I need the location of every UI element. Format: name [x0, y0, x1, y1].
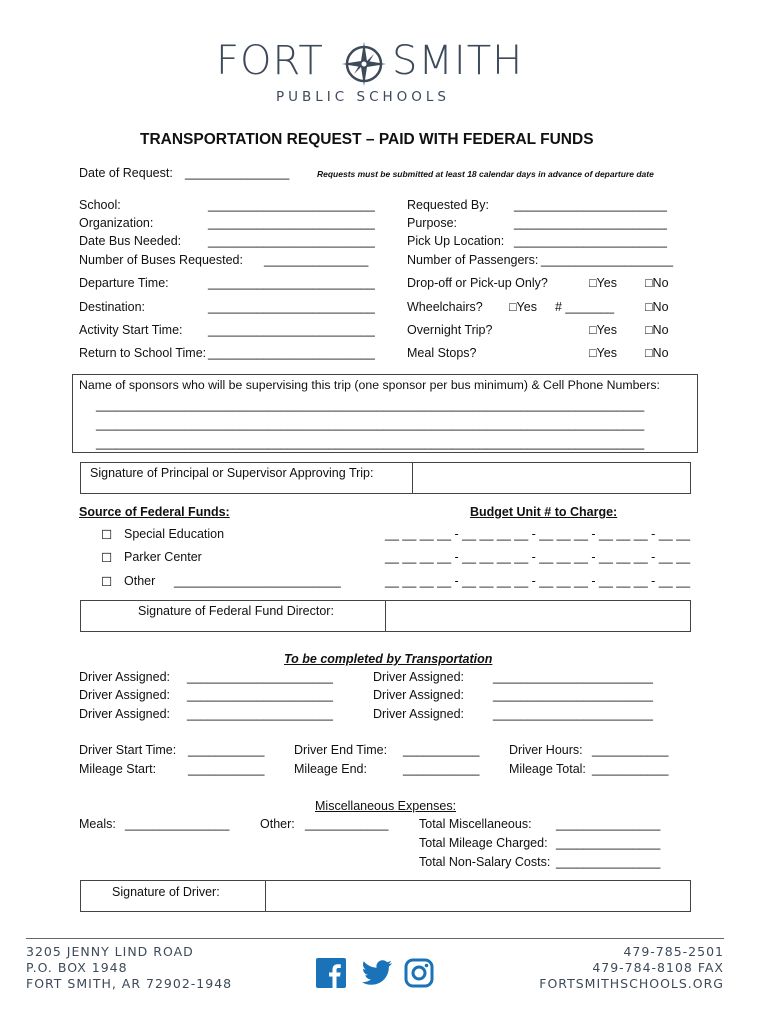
wheelchairs-no-checkbox[interactable]: □No [645, 300, 669, 314]
overnight-label: Overnight Trip? [407, 323, 493, 337]
date-of-request-field[interactable]: _______________ [185, 166, 290, 180]
driver-assigned-field-1[interactable]: _____________________ [187, 670, 333, 684]
return-time-label: Return to School Time: [79, 346, 207, 360]
mileage-total-field[interactable]: ___________ [592, 762, 669, 776]
other-expense-field[interactable]: ____________ [305, 817, 389, 831]
driver-signature-label: Signature of Driver: [112, 885, 220, 899]
overnight-yes-checkbox[interactable]: □Yes [589, 323, 617, 337]
meals-label: Meals: [79, 817, 116, 831]
driver-assigned-label-5: Driver Assigned: [373, 688, 465, 702]
driver-start-time-field[interactable]: ___________ [188, 743, 265, 757]
fund-director-signature-divider [385, 600, 386, 631]
passengers-label: Number of Passengers: [407, 253, 539, 267]
driver-assigned-label-6: Driver Assigned: [373, 707, 465, 721]
mileage-end-label: Mileage End: [294, 762, 367, 776]
driver-assigned-label-2: Driver Assigned: [79, 688, 171, 702]
total-misc-field[interactable]: _______________ [556, 817, 661, 831]
driver-start-time-label: Driver Start Time: [79, 743, 177, 757]
school-field[interactable]: ________________________ [208, 198, 375, 212]
fund-director-signature-label: Signature of Federal Fund Director: [138, 604, 334, 618]
special-education-label: Special Education [124, 527, 225, 541]
parker-center-label: Parker Center [124, 550, 202, 564]
driver-assigned-field-2[interactable]: _____________________ [187, 688, 333, 702]
dropoff-label: Drop-off or Pick-up Only? [407, 276, 548, 290]
meal-stops-label: Meal Stops? [407, 346, 477, 360]
date-bus-needed-field[interactable]: ________________________ [208, 234, 375, 248]
wheelchairs-count-field[interactable]: # _______ [555, 300, 615, 314]
driver-assigned-label-4: Driver Assigned: [373, 670, 465, 684]
special-education-checkbox[interactable]: ☐ [101, 528, 113, 542]
transportation-heading: To be completed by Transportation [284, 652, 493, 666]
total-non-salary-label: Total Non-Salary Costs: [419, 855, 551, 869]
budget-unit-heading: Budget Unit # to Charge: [470, 505, 618, 519]
driver-assigned-field-5[interactable]: _______________________ [493, 688, 653, 702]
logo-subtitle: PUBLIC SCHOOLS [276, 89, 450, 105]
meal-stops-yes-checkbox[interactable]: □Yes [589, 346, 617, 360]
driver-assigned-field-3[interactable]: _____________________ [187, 707, 333, 721]
other-fund-field[interactable]: ________________________ [174, 574, 341, 588]
meal-stops-no-checkbox[interactable]: □No [645, 346, 669, 360]
total-non-salary-field[interactable]: _______________ [556, 855, 661, 869]
driver-assigned-label-1: Driver Assigned: [79, 670, 171, 684]
parker-center-checkbox[interactable]: ☐ [101, 551, 113, 565]
compass-logo-icon [340, 40, 388, 88]
purpose-label: Purpose: [407, 216, 458, 230]
footer-phone: 479-785-2501 [623, 944, 724, 959]
source-of-funds-heading: Source of Federal Funds: [79, 505, 230, 519]
principal-signature-label: Signature of Principal or Supervisor Approving Trip: [90, 466, 374, 480]
instagram-icon[interactable] [404, 958, 434, 988]
total-misc-label: Total Miscellaneous: [419, 817, 532, 831]
facebook-icon[interactable] [316, 958, 346, 988]
driver-end-time-label: Driver End Time: [294, 743, 388, 757]
driver-hours-field[interactable]: ___________ [592, 743, 669, 757]
other-expense-label: Other: [260, 817, 295, 831]
school-label: School: [79, 198, 121, 212]
footer-address-1: 3205 JENNY LIND ROAD [26, 944, 194, 959]
other-fund-label: Other [124, 574, 156, 588]
requested-by-field[interactable]: ______________________ [514, 198, 667, 212]
footer-address-2: P.O. BOX 1948 [26, 960, 128, 975]
special-education-budget-field[interactable]: __ __ __ __ - __ __ __ __ - __ __ __ - __ __ __ - __ __ [385, 527, 691, 541]
activity-start-field[interactable]: ________________________ [208, 323, 375, 337]
mileage-start-label: Mileage Start: [79, 762, 157, 776]
twitter-icon[interactable] [361, 960, 393, 986]
date-bus-needed-label: Date Bus Needed: [79, 234, 182, 248]
principal-signature-divider [412, 462, 413, 493]
number-of-buses-label: Number of Buses Requested: [79, 253, 243, 267]
other-fund-budget-field[interactable]: __ __ __ __ - __ __ __ __ - __ __ __ - __ __ __ - __ __ [385, 574, 691, 588]
driver-assigned-field-6[interactable]: _______________________ [493, 707, 653, 721]
footer-website[interactable]: FORTSMITHSCHOOLS.ORG [539, 976, 724, 991]
misc-expenses-heading: Miscellaneous Expenses: [315, 799, 457, 813]
footer-address-3: FORT SMITH, AR 72902-1948 [26, 976, 233, 991]
mileage-end-field[interactable]: ___________ [403, 762, 480, 776]
driver-assigned-label-3: Driver Assigned: [79, 707, 171, 721]
overnight-no-checkbox[interactable]: □No [645, 323, 669, 337]
wheelchairs-label: Wheelchairs? [407, 300, 483, 314]
wheelchairs-yes-checkbox[interactable]: □Yes [509, 300, 537, 314]
total-mileage-label: Total Mileage Charged: [419, 836, 548, 850]
organization-field[interactable]: ________________________ [208, 216, 375, 230]
departure-time-field[interactable]: ________________________ [208, 276, 375, 290]
mileage-start-field[interactable]: ___________ [188, 762, 265, 776]
fund-director-signature-field[interactable] [387, 601, 689, 630]
sponsors-line-3[interactable]: ________________________________________________________________________________ [96, 436, 645, 450]
sponsors-line-1[interactable]: ________________________________________________________________________________ [96, 398, 645, 412]
destination-field[interactable]: ________________________ [208, 300, 375, 314]
advance-note: Requests must be submitted at least 18 calendar days in advance of departure date [317, 169, 654, 179]
return-time-field[interactable]: ________________________ [208, 346, 375, 360]
page-title: TRANSPORTATION REQUEST – PAID WITH FEDERAL FUNDS [140, 131, 594, 148]
logo-left-text: FORT [216, 38, 324, 84]
number-of-buses-field[interactable]: _______________ [264, 253, 369, 267]
sponsors-line-2[interactable]: ________________________________________________________________________________ [96, 417, 645, 431]
passengers-field[interactable]: ___________________ [541, 253, 674, 267]
sponsors-label: Name of sponsors who will be supervising this trip (one sponsor per bus minimum) & Cell Phone Numbers: [79, 378, 660, 392]
total-mileage-field[interactable]: _______________ [556, 836, 661, 850]
purpose-field[interactable]: ______________________ [514, 216, 667, 230]
dropoff-no-checkbox[interactable]: □No [645, 276, 669, 290]
date-of-request-label: Date of Request: [79, 166, 173, 180]
destination-label: Destination: [79, 300, 146, 314]
parker-center-budget-field[interactable]: __ __ __ __ - __ __ __ __ - __ __ __ - __ __ __ - __ __ [385, 550, 691, 564]
driver-assigned-field-4[interactable]: _______________________ [493, 670, 653, 684]
dropoff-yes-checkbox[interactable]: □Yes [589, 276, 617, 290]
other-fund-checkbox[interactable]: ☐ [101, 575, 113, 589]
footer-divider [26, 938, 724, 939]
driver-signature-field[interactable] [267, 881, 689, 910]
organization-label: Organization: [79, 216, 154, 230]
logo-right-text: SMITH [392, 38, 524, 84]
driver-end-time-field[interactable]: ___________ [403, 743, 480, 757]
activity-start-label: Activity Start Time: [79, 323, 183, 337]
principal-signature-field[interactable] [414, 463, 689, 492]
pickup-location-field[interactable]: ______________________ [514, 234, 667, 248]
meals-field[interactable]: _______________ [125, 817, 230, 831]
departure-time-label: Departure Time: [79, 276, 169, 290]
driver-hours-label: Driver Hours: [509, 743, 583, 757]
pickup-location-label: Pick Up Location: [407, 234, 505, 248]
mileage-total-label: Mileage Total: [509, 762, 586, 776]
footer-fax: 479-784-8108 FAX [592, 960, 724, 975]
driver-signature-divider [265, 880, 266, 911]
requested-by-label: Requested By: [407, 198, 489, 212]
